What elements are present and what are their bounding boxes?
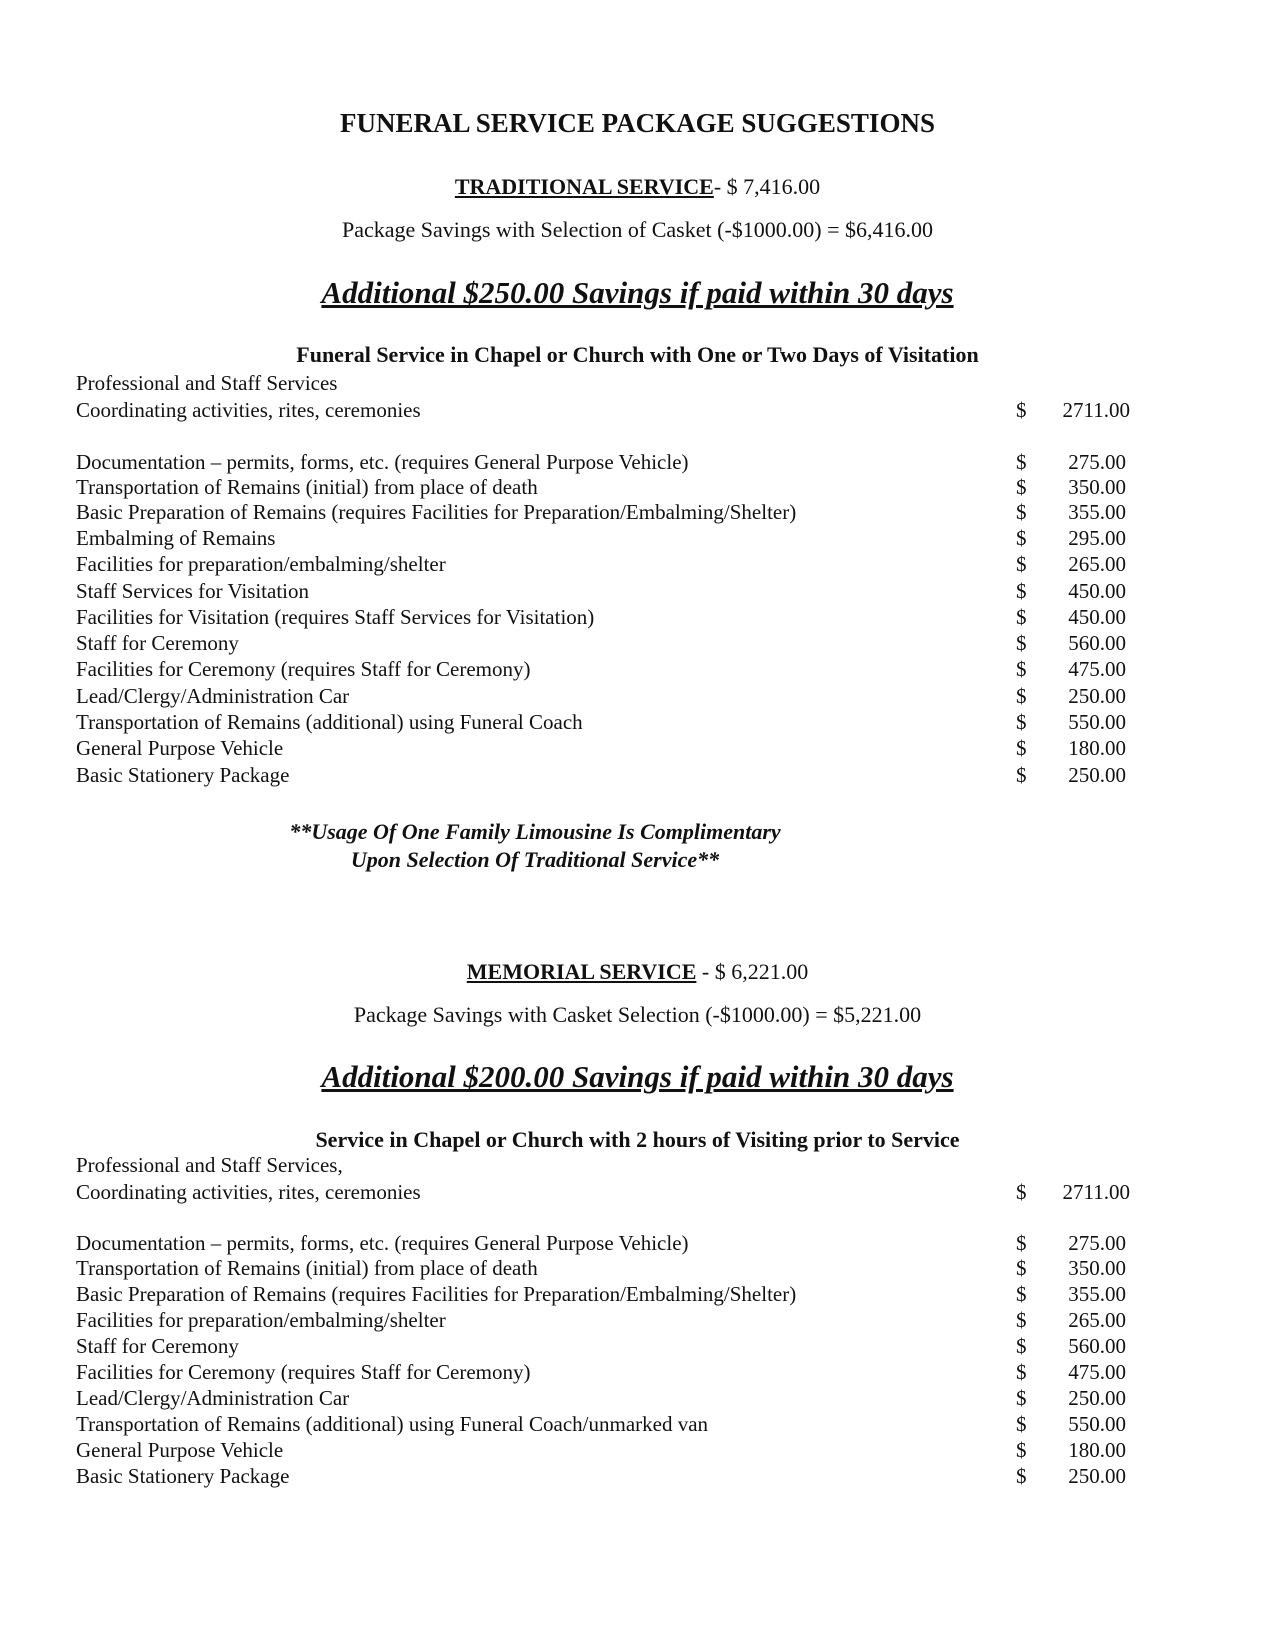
currency-symbol: $ bbox=[1016, 1308, 1027, 1332]
memorial-additional-savings: Additional $200.00 Savings if paid within 30 days bbox=[321, 1059, 954, 1094]
item-description: Transportation of Remains (initial) from place of death bbox=[76, 475, 538, 499]
traditional-package-header bbox=[0, 173, 1275, 201]
item-amount: 275.00 bbox=[1068, 1231, 1126, 1255]
memorial-section-heading: Service in Chapel or Church with 2 hours of Visiting prior to Service bbox=[315, 1127, 960, 1152]
currency-symbol: $ bbox=[1016, 1360, 1027, 1384]
currency-symbol: $ bbox=[1016, 1282, 1027, 1306]
item-amount: 355.00 bbox=[1068, 500, 1126, 524]
item-amount: 265.00 bbox=[1068, 1308, 1126, 1332]
memorial-package-name: MEMORIAL SERVICE bbox=[466, 959, 697, 984]
currency-symbol: $ bbox=[1016, 450, 1027, 474]
item-description: Basic Stationery Package bbox=[76, 763, 290, 787]
price-row bbox=[76, 1463, 1126, 1489]
price-row bbox=[76, 525, 1126, 551]
currency-symbol: $ bbox=[1016, 552, 1027, 576]
item-description: Staff for Ceremony bbox=[76, 1334, 239, 1358]
traditional-casket-savings: Package Savings with Selection of Casket (-$1000.00) = $6,416.00 bbox=[341, 217, 934, 242]
price-row bbox=[76, 1359, 1126, 1385]
currency-symbol: $ bbox=[1016, 631, 1027, 655]
price-row bbox=[76, 578, 1126, 604]
item-amount: 350.00 bbox=[1068, 475, 1126, 499]
memorial-intro: Professional and Staff Services, bbox=[76, 1153, 343, 1177]
limousine-note-line2: Upon Selection Of Traditional Service** bbox=[350, 847, 720, 872]
item-amount: 250.00 bbox=[1068, 1386, 1126, 1410]
price-row bbox=[76, 551, 1126, 577]
item-description: Documentation – permits, forms, etc. (requires General Purpose Vehicle) bbox=[76, 1231, 689, 1255]
price-row bbox=[76, 499, 1126, 525]
item-amount: 295.00 bbox=[1068, 526, 1126, 550]
price-row bbox=[76, 604, 1126, 630]
price-row bbox=[76, 449, 1126, 475]
item-description: Lead/Clergy/Administration Car bbox=[76, 1386, 350, 1410]
currency-symbol: $ bbox=[1016, 1180, 1027, 1204]
item-amount: 350.00 bbox=[1068, 1256, 1126, 1280]
currency-symbol: $ bbox=[1016, 605, 1027, 629]
memorial-package-price: - $ 6,221.00 bbox=[696, 959, 809, 984]
item-amount: 450.00 bbox=[1068, 579, 1126, 603]
price-row bbox=[76, 630, 1126, 656]
item-amount: 180.00 bbox=[1068, 736, 1126, 760]
traditional-intro: Professional and Staff Services bbox=[76, 371, 338, 395]
item-description: Embalming of Remains bbox=[76, 526, 276, 550]
item-amount: 250.00 bbox=[1068, 763, 1126, 787]
item-amount: 550.00 bbox=[1068, 1412, 1126, 1436]
price-row bbox=[76, 762, 1126, 788]
item-description: Documentation – permits, forms, etc. (requires General Purpose Vehicle) bbox=[76, 450, 689, 474]
item-amount: 180.00 bbox=[1068, 1438, 1126, 1462]
price-row bbox=[76, 735, 1126, 761]
currency-symbol: $ bbox=[1016, 1386, 1027, 1410]
price-row bbox=[76, 1179, 1130, 1205]
limousine-note-line1: **Usage Of One Family Limousine Is Complimentary bbox=[289, 819, 781, 844]
item-description: Facilities for preparation/embalming/shelter bbox=[76, 1308, 446, 1332]
item-amount: 250.00 bbox=[1068, 1464, 1126, 1488]
price-row bbox=[76, 1255, 1126, 1281]
price-row bbox=[76, 1411, 1126, 1437]
item-description: Facilities for Visitation (requires Staff Services for Visitation) bbox=[76, 605, 595, 629]
page-title: FUNERAL SERVICE PACKAGE SUGGESTIONS bbox=[340, 108, 935, 138]
item-description: Basic Preparation of Remains (requires Facilities for Preparation/Embalming/Shelter) bbox=[76, 500, 797, 524]
traditional-package-name: TRADITIONAL SERVICE bbox=[454, 174, 714, 199]
currency-symbol: $ bbox=[1016, 579, 1027, 603]
currency-symbol: $ bbox=[1016, 1438, 1027, 1462]
price-row bbox=[76, 709, 1126, 735]
item-description: General Purpose Vehicle bbox=[76, 736, 284, 760]
item-description: Coordinating activities, rites, ceremonies bbox=[76, 1180, 421, 1204]
item-amount: 560.00 bbox=[1068, 631, 1126, 655]
currency-symbol: $ bbox=[1016, 398, 1027, 422]
currency-symbol: $ bbox=[1016, 657, 1027, 681]
currency-symbol: $ bbox=[1016, 500, 1027, 524]
item-description: Staff Services for Visitation bbox=[76, 579, 310, 603]
item-amount: 475.00 bbox=[1068, 1360, 1126, 1384]
currency-symbol: $ bbox=[1016, 684, 1027, 708]
item-description: Facilities for preparation/embalming/shelter bbox=[76, 552, 446, 576]
item-amount: 475.00 bbox=[1068, 657, 1126, 681]
item-description: Basic Preparation of Remains (requires Facilities for Preparation/Embalming/Shelter) bbox=[76, 1282, 797, 1306]
price-row bbox=[76, 683, 1126, 709]
traditional-section-heading: Funeral Service in Chapel or Church with One or Two Days of Visitation bbox=[296, 342, 979, 367]
price-row bbox=[76, 1281, 1126, 1307]
currency-symbol: $ bbox=[1016, 1231, 1027, 1255]
price-row bbox=[76, 1437, 1126, 1463]
currency-symbol: $ bbox=[1016, 736, 1027, 760]
item-description: Facilities for Ceremony (requires Staff for Ceremony) bbox=[76, 657, 531, 681]
item-amount: 550.00 bbox=[1068, 710, 1126, 734]
memorial-package-header bbox=[0, 958, 1275, 986]
price-row bbox=[76, 1385, 1126, 1411]
currency-symbol: $ bbox=[1016, 1412, 1027, 1436]
price-row bbox=[76, 397, 1130, 423]
item-amount: 355.00 bbox=[1068, 1282, 1126, 1306]
item-amount: 265.00 bbox=[1068, 552, 1126, 576]
currency-symbol: $ bbox=[1016, 710, 1027, 734]
currency-symbol: $ bbox=[1016, 526, 1027, 550]
item-amount: 275.00 bbox=[1068, 450, 1126, 474]
price-row bbox=[76, 1230, 1126, 1256]
traditional-additional-savings: Additional $250.00 Savings if paid within 30 days bbox=[321, 275, 954, 310]
item-amount: 2711.00 bbox=[1062, 1180, 1130, 1204]
item-description: Lead/Clergy/Administration Car bbox=[76, 684, 350, 708]
item-description: Coordinating activities, rites, ceremonies bbox=[76, 398, 421, 422]
item-description: Staff for Ceremony bbox=[76, 631, 239, 655]
item-amount: 560.00 bbox=[1068, 1334, 1126, 1358]
traditional-package-price: - $ 7,416.00 bbox=[713, 174, 821, 199]
item-description: Facilities for Ceremony (requires Staff for Ceremony) bbox=[76, 1360, 531, 1384]
item-description: Transportation of Remains (initial) from place of death bbox=[76, 1256, 538, 1280]
currency-symbol: $ bbox=[1016, 475, 1027, 499]
price-row bbox=[76, 1333, 1126, 1359]
item-amount: 2711.00 bbox=[1062, 398, 1130, 422]
currency-symbol: $ bbox=[1016, 1464, 1027, 1488]
item-description: Transportation of Remains (additional) using Funeral Coach/unmarked van bbox=[76, 1412, 709, 1436]
price-row bbox=[76, 656, 1126, 682]
item-description: Basic Stationery Package bbox=[76, 1464, 290, 1488]
item-description: General Purpose Vehicle bbox=[76, 1438, 284, 1462]
currency-symbol: $ bbox=[1016, 1334, 1027, 1358]
item-description: Transportation of Remains (additional) using Funeral Coach bbox=[76, 710, 583, 734]
memorial-casket-savings: Package Savings with Casket Selection (-$1000.00) = $5,221.00 bbox=[353, 1002, 922, 1027]
item-amount: 450.00 bbox=[1068, 605, 1126, 629]
price-row bbox=[76, 1307, 1126, 1333]
currency-symbol: $ bbox=[1016, 763, 1027, 787]
price-row bbox=[76, 474, 1126, 500]
currency-symbol: $ bbox=[1016, 1256, 1027, 1280]
item-amount: 250.00 bbox=[1068, 684, 1126, 708]
